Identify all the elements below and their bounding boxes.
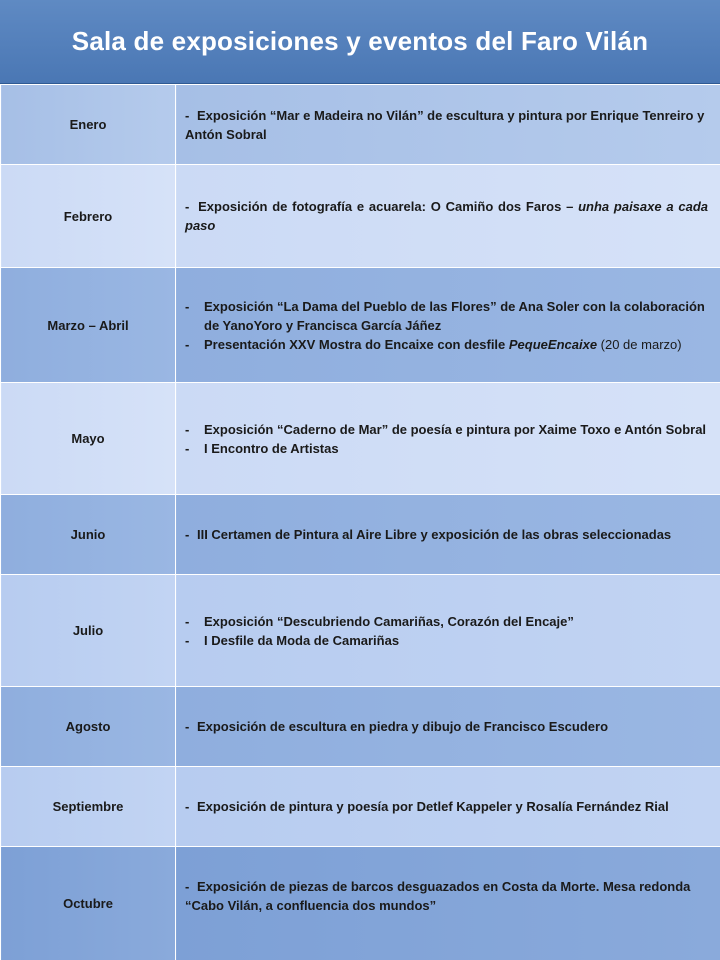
- events-cell: [176, 165, 720, 268]
- events-cell: [176, 268, 720, 383]
- event-text-italic: unha paisaxe a cada paso: [185, 199, 708, 233]
- bullet-dash: -: [185, 613, 190, 629]
- events-cell: [176, 687, 720, 767]
- event-text: Exposición “Mar e Madeira no Vilán” de escultura y pintura por Enrique Tenreiro y Antón Sobral: [185, 107, 705, 142]
- month-cell: Mayo: [1, 383, 176, 495]
- table-row: [1, 383, 720, 495]
- event-list: [185, 420, 708, 458]
- table-row: [1, 85, 720, 165]
- table-row: [1, 767, 720, 847]
- bullet-dash: -: [185, 298, 190, 314]
- month-cell: Enero: [1, 85, 176, 165]
- event-entry: [185, 717, 708, 736]
- bullet-dash: -: [185, 336, 190, 352]
- list-item: [185, 297, 708, 335]
- list-item: [185, 631, 708, 650]
- table-row: [1, 847, 720, 960]
- event-entry: [185, 106, 708, 144]
- bullet-dash: -: [185, 440, 190, 456]
- event-text: Exposición de piezas de barcos desguazados en Costa da Morte. Mesa redonda “Cabo Vilán, a confluencia dos mundos”: [185, 878, 691, 913]
- event-text: Exposición “Caderno de Mar” de poesía e pintura por Xaime Toxo e Antón Sobral: [204, 421, 707, 437]
- month-cell: Marzo – Abril: [1, 268, 176, 383]
- table-row: [1, 268, 720, 383]
- month-cell: Febrero: [1, 165, 176, 268]
- events-cell: [176, 767, 720, 847]
- table-row: [1, 165, 720, 268]
- event-text: Exposición de escultura en piedra y dibujo de Francisco Escudero: [196, 719, 609, 734]
- event-list: [185, 297, 708, 354]
- month-cell: Octubre: [1, 847, 176, 960]
- event-text-italic: PequeEncaixe: [508, 336, 598, 352]
- bullet-dash: -: [185, 421, 190, 437]
- month-cell: Agosto: [1, 687, 176, 767]
- table-row: [1, 575, 720, 687]
- list-item: [185, 335, 708, 354]
- event-text: Presentación XXV Mostra do Encaixe con desfile: [204, 336, 509, 352]
- table-row: [1, 687, 720, 767]
- events-cell: [176, 85, 720, 165]
- title-banner: [0, 0, 720, 84]
- event-text: I Encontro de Artistas: [204, 440, 339, 456]
- month-cell: Junio: [1, 495, 176, 575]
- page-title: Sala de exposiciones y eventos del Faro Vilán: [71, 26, 649, 56]
- month-cell: Septiembre: [1, 767, 176, 847]
- event-entry: [185, 525, 708, 544]
- schedule-table: [0, 84, 720, 960]
- event-entry: [185, 197, 708, 235]
- event-text-suffix: (20 de marzo): [597, 336, 682, 352]
- bullet-dash: -: [185, 527, 190, 542]
- event-text: III Certamen de Pintura al Aire Libre y exposición de las obras seleccionadas: [196, 527, 672, 542]
- list-item: [185, 420, 708, 439]
- event-text: Exposición “Descubriendo Camariñas, Corazón del Encaje”: [204, 613, 574, 629]
- events-cell: [176, 575, 720, 687]
- event-entry: [185, 877, 708, 915]
- event-text: I Desfile da Moda de Camariñas: [204, 632, 400, 648]
- bullet-dash: -: [185, 199, 190, 214]
- bullet-dash: -: [185, 719, 190, 734]
- table-row: [1, 495, 720, 575]
- event-text: Exposición de fotografía e acuarela: O Camiño dos Faros –: [198, 199, 579, 214]
- event-entry: [185, 797, 708, 816]
- event-list: [185, 612, 708, 650]
- events-cell: [176, 383, 720, 495]
- bullet-dash: -: [185, 878, 190, 894]
- bullet-dash: -: [185, 799, 190, 814]
- events-cell: [176, 847, 720, 960]
- event-text: Exposición “La Dama del Pueblo de las Flores” de Ana Soler con la colaboración de YanoYoro y Francisca García Jáñez: [204, 298, 705, 333]
- list-item: [185, 612, 708, 631]
- event-text: Exposición de pintura y poesía por Detlef Kappeler y Rosalía Fernández Rial: [196, 799, 669, 814]
- bullet-dash: -: [185, 632, 190, 648]
- list-item: [185, 439, 708, 458]
- bullet-dash: -: [185, 107, 190, 123]
- month-cell: Julio: [1, 575, 176, 687]
- events-cell: [176, 495, 720, 575]
